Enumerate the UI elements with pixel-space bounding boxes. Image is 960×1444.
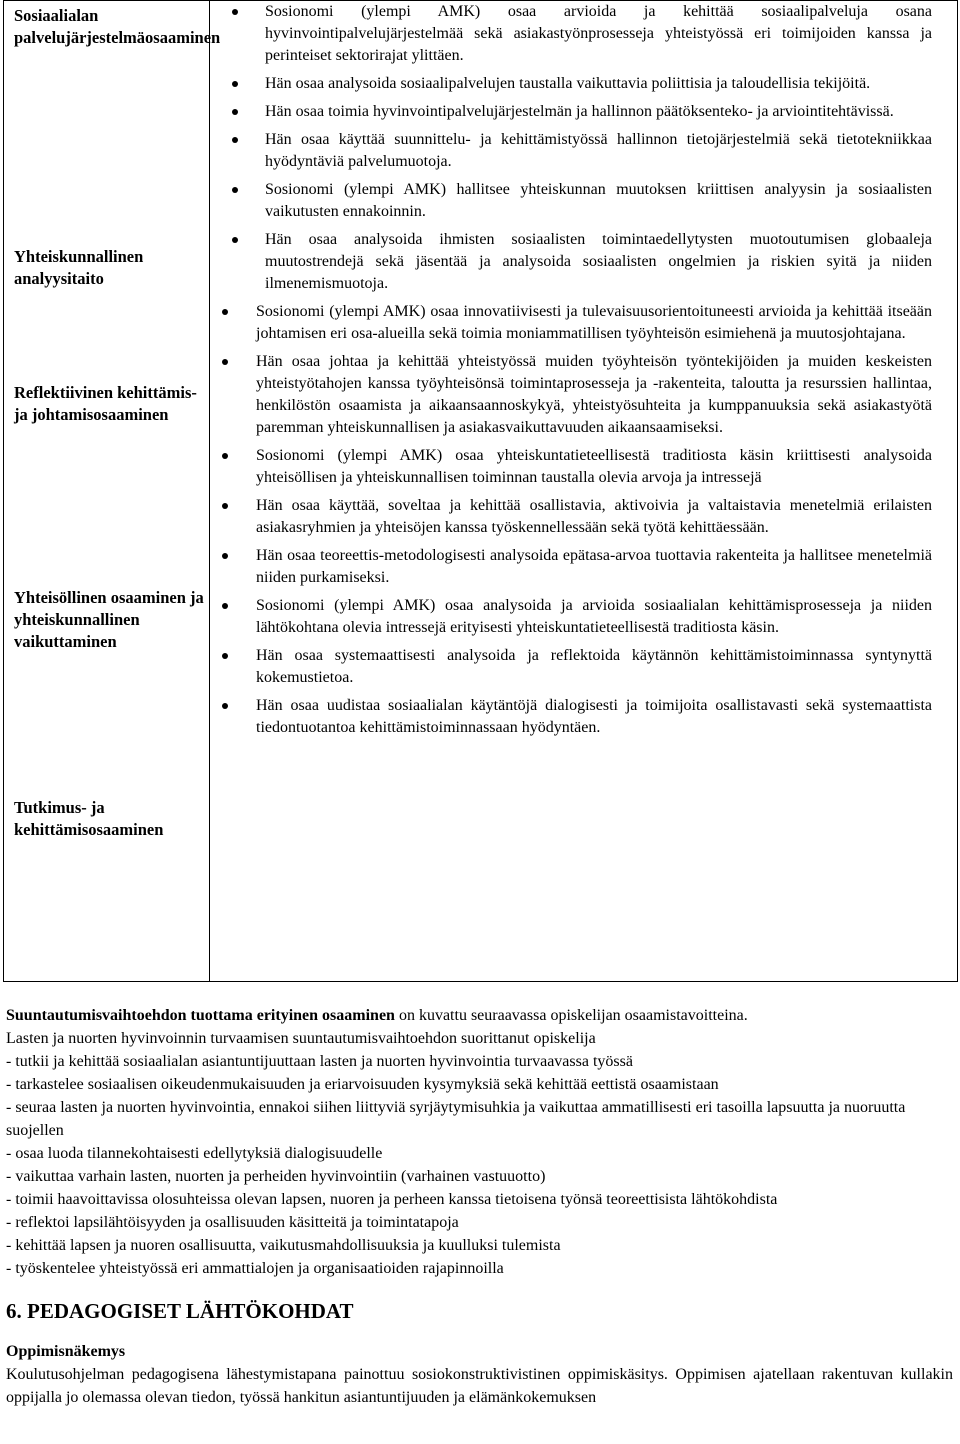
list-item: Hän osaa uudistaa sosiaalialan käytäntöjä dialogisesti ja toimijoita osallistavasti sekä systemaattista tiedontuotantoa kehittämistoiminnassaan hyödyntäen. xyxy=(210,695,957,739)
bullet-group-johtamisosaaminen xyxy=(210,301,957,439)
list-item: Sosionomi (ylempi AMK) osaa arvioida ja kehittää sosiaalipalveluja osana hyvinvointipalvelujärjestelmää sekä asiakastyönprosesseja yhteistyössä eri toimijoiden kanssa ja perinteiset sektorirajat ylittäen. xyxy=(210,1,957,67)
orientation-item: - kehittää lapsen ja nuoren osallisuutta, vaikutusmahdollisuuksia ja kuulluksi tulemista xyxy=(6,1237,561,1254)
list-item: Sosionomi (ylempi AMK) osaa analysoida ja arvioida sosiaalialan kehittämisprosesseja ja niiden lähtökohtana olevia intressejä erityisesti yhteiskuntatieteellisestä traditiosta käsin. xyxy=(210,595,957,639)
competence-table xyxy=(3,0,958,982)
list-item: Hän osaa teoreettis-metodologisesti analysoida epätasa-arvoa tuottavia rakenteita ja hallitsee menetelmiä niiden purkamiseksi. xyxy=(210,545,957,589)
bullet-group-palvelujarjestelma xyxy=(210,1,957,173)
orientation-section xyxy=(3,1004,956,1409)
orientation-item: - toimii haavoittavissa olosuhteissa olevan lapsen, nuoren ja perheen kanssa tietoisena työnsä teoreettisista lähtökohdista xyxy=(6,1191,778,1208)
orientation-item: - vaikuttaa varhain lasten, nuorten ja perheiden hyvinvointiin (varhainen vastuuotto) xyxy=(6,1168,546,1185)
competence-area-column xyxy=(4,1,221,982)
orientation-item: - työskentelee yhteistyössä eri ammattialojen ja organisaatioiden rajapinnoilla xyxy=(6,1260,504,1277)
orientation-lead xyxy=(6,1004,953,1027)
bullet-group-analyysitaito xyxy=(210,179,957,295)
area-label: Sosiaalialan palvelujärjestelmäosaaminen xyxy=(14,6,221,47)
area-label: Yhteiskunnallinen analyysitaito xyxy=(14,247,144,288)
list-item: Hän osaa käyttää, soveltaa ja kehittää osallistavia, aktivoivia ja valtaistavia menetelmiä erilaisten asiakasryhmien ja yhteisöjen kanssa työskennellessään sekä työtä kehittäessään. xyxy=(210,495,957,539)
orientation-item: - seuraa lasten ja nuorten hyvinvointia, ennakoi siihen liittyviä syrjäytymisuhkia ja vaikuttaa ammatillisesti eri tasoilla lapsuutta ja nuoruutta suojellen xyxy=(6,1099,906,1139)
section-subheading: Oppimisnäkemys xyxy=(6,1343,126,1360)
list-item: Hän osaa analysoida ihmisten sosiaalisten toimintaedellytysten muotoutumisen globaaleja muutostrendejä sekä jäsentää ja analysoida sosiaalisten ongelmien ja riskien syitä ja niiden ilmenemismuotoja. xyxy=(210,229,957,295)
competence-description-column xyxy=(210,1,958,982)
list-item: Hän osaa toimia hyvinvointipalvelujärjestelmän ja hallinnon päätöksenteko- ja arviointitehtävissä. xyxy=(210,101,957,123)
list-item: Hän osaa analysoida sosiaalipalvelujen taustalla vaikuttavia poliittisia ja taloudellisia tekijöitä. xyxy=(210,73,957,95)
list-item: Hän osaa systemaattisesti analysoida ja reflektoida käytännön kehittämistoiminnassa syntynyttä kokemustietoa. xyxy=(210,645,957,689)
orientation-item: - osaa luoda tilannekohtaisesti edellytyksiä dialogisuudelle xyxy=(6,1145,383,1162)
section-paragraph: Koulutusohjelman pedagogisena lähestymistapana painottuu sosiokonstruktivistinen oppimiskäsitys. Oppimisen ajatellaan rakentuvan kullakin oppijalla jo olemassa olevan tiedon, työssä hankitun asiantuntijuuden ja elämänkokemuksen xyxy=(6,1366,953,1406)
orientation-intro: Lasten ja nuorten hyvinvoinnin turvaamisen suuntautumisvaihtoehdon suorittanut opiskelija xyxy=(6,1030,596,1047)
area-label: Tutkimus- ja kehittämisosaaminen xyxy=(14,798,164,839)
area-label: Reflektiivinen kehittämis- ja johtamisosaaminen xyxy=(14,383,197,424)
list-item: Sosionomi (ylempi AMK) osaa innovatiivisesti ja tulevaisuusorientoituneesti arvioida ja kehittää itseään johtamisen eri osa-alueilla sekä toimia moniammatillisen työyhteisön esimiehenä ja muutosjohtajana. xyxy=(210,301,957,345)
section-heading: 6. PEDAGOGISET LÄHTÖKOHDAT xyxy=(6,1299,354,1323)
area-label: Yhteisöllinen osaaminen ja yhteiskunnallinen vaikuttaminen xyxy=(14,588,204,651)
bullet-group-tutkimus xyxy=(210,595,957,739)
orientation-item: - reflektoi lapsilähtöisyyden ja osallisuuden käsitteitä ja toimintatapoja xyxy=(6,1214,459,1231)
orientation-item: - tutkii ja kehittää sosiaalialan asiantuntijuuttaan lasten ja nuorten hyvinvointia turvaavassa työssä xyxy=(6,1053,633,1070)
orientation-item: - tarkastelee sosiaalisen oikeudenmukaisuuden ja eriarvoisuuden kysymyksiä sekä kehittää eettistä osaamistaan xyxy=(6,1076,719,1093)
orientation-lead-bold: Suuntautumisvaihtoehdon tuottama erityinen osaaminen xyxy=(6,1007,395,1024)
bullet-group-yhteisollinen xyxy=(210,445,957,589)
list-item: Sosionomi (ylempi AMK) hallitsee yhteiskunnan muutoksen kriittisen analyysin ja sosiaalisten vaikutusten ennakoinnin. xyxy=(210,179,957,223)
orientation-lead-rest: on kuvattu seuraavassa opiskelijan osaamistavoitteina. xyxy=(394,1007,748,1024)
list-item: Hän osaa käyttää suunnittelu- ja kehittämistyössä hallinnon tietojärjestelmiä sekä tietotekniikkaa hyödyntäviä palvelumuotoja. xyxy=(210,129,957,173)
list-item: Sosionomi (ylempi AMK) osaa yhteiskuntatieteellisestä traditiosta käsin kriittisesti analysoida yhteisöllisen ja yhteiskunnallisen toiminnan taustalla olevia arvoja ja intressejä xyxy=(210,445,957,489)
list-item: Hän osaa johtaa ja kehittää yhteistyössä muiden työyhteisön työntekijöiden ja muiden keskeisten yhteistyötahojen kanssa työyhteisönsä toimintaprosesseja ja -rakenteita, taloutta ja resurssien hallintaa, henkilöstön osaamista ja aikaansaannoskykyä, yhteistyösuhteita ja kumppanuuksia sekä asiakastyötä paremman yhteiskunnallisen ja asiakasvaikuttavuuden aikaansaamiseksi. xyxy=(210,351,957,439)
